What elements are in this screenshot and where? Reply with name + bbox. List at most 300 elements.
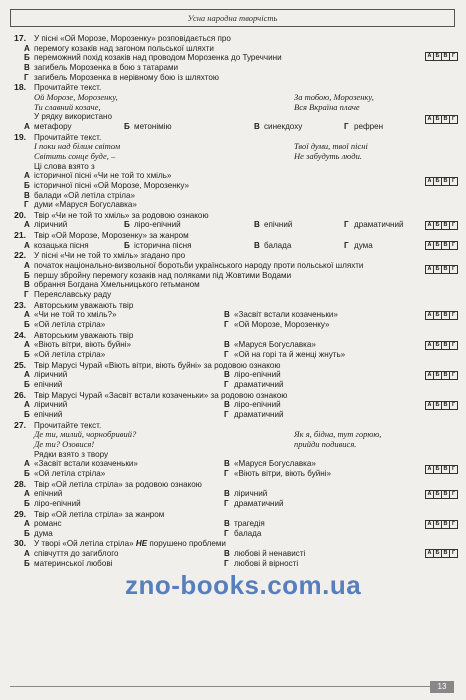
question-text: Твір «Ой летіла стріла» за родовою ознакою xyxy=(34,479,202,489)
question-26 xyxy=(14,391,454,420)
option-letter: В xyxy=(224,370,230,380)
option-text: любові й ненависті xyxy=(234,549,306,559)
option-letter: Б xyxy=(24,320,30,330)
answer-option[interactable] xyxy=(14,63,454,73)
page-header: Усна народна творчість xyxy=(10,9,455,27)
answer-option[interactable] xyxy=(214,559,414,569)
option-text: драматичний xyxy=(354,220,404,230)
option-letter: Г xyxy=(344,240,349,250)
answer-grid xyxy=(425,265,458,274)
option-letter: А xyxy=(24,459,30,469)
answer-cell-3[interactable]: В xyxy=(441,372,449,379)
answer-option[interactable] xyxy=(14,290,454,300)
footer-rule xyxy=(10,686,430,687)
answer-option[interactable] xyxy=(214,459,414,469)
answer-cell-2[interactable]: Б xyxy=(433,242,441,249)
answer-option[interactable] xyxy=(214,310,414,320)
answer-cell-4[interactable]: Г xyxy=(449,402,457,409)
answer-grid xyxy=(425,401,458,410)
option-letter: В xyxy=(224,340,230,350)
option-letter: В xyxy=(224,489,230,499)
question-number: 28. xyxy=(14,478,27,489)
answer-cell-1[interactable]: А xyxy=(427,53,432,59)
question-header xyxy=(14,361,454,371)
option-text: дума xyxy=(34,528,53,538)
answer-option[interactable] xyxy=(14,241,114,251)
answer-option[interactable] xyxy=(14,261,454,271)
answer-option[interactable] xyxy=(214,499,414,509)
answer-grid xyxy=(425,311,458,320)
option-text: «Засвіт встали козаченьки» xyxy=(34,459,138,469)
option-letter: В xyxy=(24,62,30,72)
answer-option[interactable] xyxy=(214,519,414,529)
answer-cell-2[interactable]: Б xyxy=(433,372,441,379)
question-29 xyxy=(14,510,454,539)
question-prompt: Ці слова взято з xyxy=(34,161,95,171)
option-text: співчуття до загиблого xyxy=(34,549,119,559)
question-number: 18. xyxy=(14,82,27,93)
question-prompt: Рядки взято з твору xyxy=(34,449,109,459)
question-number: 21. xyxy=(14,230,27,241)
option-letter: Г xyxy=(224,468,229,478)
option-text: загибель Морозенка в нерівному бою із шляхтою xyxy=(34,72,219,82)
answer-grid xyxy=(425,177,458,186)
option-text: історична пісня xyxy=(134,240,192,250)
questions-list xyxy=(14,34,454,569)
answer-option[interactable] xyxy=(214,340,414,350)
answer-option[interactable] xyxy=(14,489,214,499)
options-row xyxy=(14,489,454,499)
options-row xyxy=(14,529,454,539)
option-letter: Г xyxy=(224,320,229,330)
answer-option[interactable] xyxy=(214,489,414,499)
answer-option[interactable] xyxy=(214,410,414,420)
page-number: 13 xyxy=(430,681,454,693)
option-letter: В xyxy=(224,310,230,320)
answer-cell-3[interactable]: В xyxy=(441,342,449,349)
option-text: епічний xyxy=(264,220,293,230)
option-text: метонімію xyxy=(134,121,172,131)
answer-cell-4[interactable]: Г xyxy=(449,53,457,60)
options-row xyxy=(14,459,454,469)
option-text: ліро-епічний xyxy=(234,370,281,380)
answer-option[interactable] xyxy=(14,380,214,390)
poem-right-line: Не забудуть люди. xyxy=(294,150,362,161)
question-text-part: У творі «Ой летіла стріла» xyxy=(34,539,136,549)
question-19 xyxy=(14,133,454,210)
option-letter: Б xyxy=(124,240,130,250)
option-letter: Г xyxy=(224,379,229,389)
answer-cell-3[interactable]: В xyxy=(441,222,449,229)
option-letter: А xyxy=(24,340,30,350)
answer-cell-1[interactable]: А xyxy=(427,242,432,249)
answer-option[interactable] xyxy=(334,122,434,132)
answer-option[interactable] xyxy=(14,310,214,320)
answer-cell-1[interactable]: А xyxy=(427,520,432,527)
question-number: 23. xyxy=(14,299,27,310)
answer-cell-4[interactable]: Г xyxy=(449,242,457,249)
answer-cell-2[interactable]: Б xyxy=(433,550,441,557)
answer-cell-4[interactable]: Г xyxy=(449,550,457,557)
options-row xyxy=(14,380,454,390)
answer-cell-1[interactable]: А xyxy=(427,371,432,378)
question-text: Авторським уважають твір xyxy=(34,300,134,310)
option-letter: Б xyxy=(24,468,30,478)
answer-option[interactable] xyxy=(14,271,454,281)
answer-cell-2[interactable]: Б xyxy=(433,342,441,349)
question-27 xyxy=(14,421,454,479)
options-row xyxy=(14,410,454,420)
option-text: «Ой летіла стріла» xyxy=(34,350,106,359)
question-header xyxy=(14,231,454,241)
option-letter: Г xyxy=(224,558,229,568)
option-letter: В xyxy=(224,549,230,559)
option-letter: Г xyxy=(24,200,29,210)
answer-option[interactable] xyxy=(214,529,414,539)
option-text: синекдоху xyxy=(264,121,303,131)
option-letter: Г xyxy=(224,409,229,419)
option-text: «Віють вітри, віють буйні» xyxy=(234,468,332,478)
option-letter: В xyxy=(254,220,260,230)
option-letter: Б xyxy=(24,379,30,389)
options-row xyxy=(14,499,454,509)
option-letter: А xyxy=(24,489,30,499)
options-row xyxy=(14,400,454,410)
option-text: епічний xyxy=(34,409,63,419)
watermark: zno-books.com.ua xyxy=(125,570,362,600)
question-text-emphasis: НЕ xyxy=(135,539,148,549)
option-text: балада xyxy=(264,240,292,250)
question-20 xyxy=(14,211,454,230)
question-text: У пісні «Чи не той то хміль» згадано про xyxy=(34,251,186,261)
option-letter: Б xyxy=(24,409,30,419)
poem-left-line: Де ти, милий, чорнобривий? xyxy=(34,429,137,440)
answer-cell-4[interactable]: Г xyxy=(449,266,457,273)
answer-cell-3[interactable]: В xyxy=(441,178,449,185)
question-30 xyxy=(14,539,454,568)
option-letter: В xyxy=(254,240,260,250)
question-text: Твір «Ой Морозе, Морозенку» за жанром xyxy=(34,231,189,241)
option-letter: Г xyxy=(224,528,229,538)
options-row xyxy=(14,220,454,230)
answer-cell-3[interactable]: В xyxy=(441,116,449,123)
question-text: Твір «Чи не той то хміль» за родовою ознакою xyxy=(34,210,209,220)
option-letter: А xyxy=(24,121,30,131)
option-text: «Ой летіла стріла» xyxy=(34,320,106,330)
answer-cell-3[interactable]: В xyxy=(441,266,449,273)
answer-option[interactable] xyxy=(14,549,214,559)
answer-option[interactable] xyxy=(214,380,414,390)
answer-option[interactable] xyxy=(14,459,214,469)
answer-cell-1[interactable]: А xyxy=(427,490,432,497)
answer-grid xyxy=(425,465,458,474)
question-header xyxy=(14,251,454,261)
answer-cell-2[interactable]: Б xyxy=(433,178,441,185)
option-text: драматичний xyxy=(234,409,284,419)
answer-cell-2[interactable]: Б xyxy=(433,266,441,273)
answer-cell-3[interactable]: В xyxy=(441,312,449,319)
answer-option[interactable] xyxy=(14,400,214,410)
option-text: «Віють вітри, віють буйні» xyxy=(34,340,132,350)
option-letter: Б xyxy=(24,53,30,63)
answer-cell-3[interactable]: В xyxy=(441,53,449,60)
answer-cell-4[interactable]: Г xyxy=(449,521,457,528)
option-text: ліро-епічний xyxy=(234,400,281,410)
answer-cell-4[interactable]: Г xyxy=(449,372,457,379)
option-text: драматичний xyxy=(234,498,284,508)
option-text: думи «Маруся Богуславка» xyxy=(34,200,137,210)
option-text: дума xyxy=(354,240,373,250)
answer-option[interactable] xyxy=(214,549,414,559)
answer-option[interactable] xyxy=(14,559,214,569)
answer-option[interactable] xyxy=(14,320,214,330)
option-text: переможний похід козаків над проводом Морозенка до Туреччини xyxy=(34,53,282,63)
answer-cell-3[interactable]: В xyxy=(441,521,449,528)
poem-line xyxy=(14,103,454,113)
answer-option[interactable] xyxy=(114,241,244,251)
poem-right-line: Твої думи, твої пісні xyxy=(294,141,368,152)
question-header xyxy=(14,391,454,401)
question-header xyxy=(14,34,454,44)
answer-option[interactable] xyxy=(244,122,334,132)
answer-grid xyxy=(425,490,458,499)
question-header xyxy=(14,510,454,520)
answer-cell-3[interactable]: В xyxy=(441,402,449,409)
answer-cell-1[interactable]: А xyxy=(427,550,432,557)
answer-option[interactable] xyxy=(14,122,114,132)
option-text: перемогу козаків над загоном польської шляхти xyxy=(34,43,214,53)
option-text: «Ой Морозе, Морозенку» xyxy=(234,320,330,330)
question-text: Авторським уважають твір xyxy=(34,330,134,340)
answer-option[interactable] xyxy=(114,122,244,132)
answer-grid xyxy=(425,371,458,380)
question-text: Прочитайте текст. xyxy=(34,83,102,93)
question-23 xyxy=(14,301,454,330)
question-header xyxy=(14,539,454,549)
option-letter: Г xyxy=(224,498,229,508)
answer-option[interactable] xyxy=(334,241,434,251)
poem-left-line: Ой Морозе, Морозенку, xyxy=(34,91,118,102)
answer-grid xyxy=(425,520,458,529)
answer-option[interactable] xyxy=(14,370,214,380)
option-letter: А xyxy=(24,519,30,529)
answer-cell-3[interactable]: В xyxy=(441,550,449,557)
answer-cell-1[interactable]: А xyxy=(427,311,432,318)
option-letter: В xyxy=(224,459,230,469)
option-letter: Г xyxy=(24,290,29,300)
option-letter: Б xyxy=(24,180,30,190)
question-number: 19. xyxy=(14,131,27,142)
option-letter: Б xyxy=(24,528,30,538)
question-text: У пісні «Ой Морозе, Морозенку» розповідається про xyxy=(34,34,231,43)
poem-left-line: Де ти? Озовися! xyxy=(34,438,95,449)
poem-right-line: Як я, бідна, тут горюю, xyxy=(294,429,382,440)
answer-option[interactable] xyxy=(244,241,334,251)
options-row xyxy=(14,519,454,529)
poem-right-line: прийди подивися. xyxy=(294,438,357,449)
answer-cell-4[interactable]: Г xyxy=(449,116,457,123)
options-row xyxy=(14,370,454,380)
answer-cell-1[interactable]: А xyxy=(427,266,432,273)
question-text: Твір «Ой летіла стріла» за жанром xyxy=(34,509,165,519)
question-header xyxy=(14,301,454,311)
option-text: загибель Морозенка в бою з татарами xyxy=(34,62,179,72)
answer-option[interactable] xyxy=(14,410,214,420)
answer-option[interactable] xyxy=(214,370,414,380)
option-text: романс xyxy=(34,519,62,529)
poem-right-line: Вся Вкраїна плаче xyxy=(294,101,360,112)
answer-cell-2[interactable]: Б xyxy=(433,521,441,528)
option-letter: А xyxy=(24,43,30,53)
answer-cell-4[interactable]: Г xyxy=(449,222,457,229)
answer-option[interactable] xyxy=(14,200,454,210)
option-letter: В xyxy=(24,280,30,290)
question-prompt: У рядку використано xyxy=(34,112,112,122)
poem-right-line: За тобою, Морозенку, xyxy=(294,91,374,102)
option-letter: Г xyxy=(224,350,229,359)
question-number: 24. xyxy=(14,329,27,340)
question-22 xyxy=(14,251,454,299)
option-text: драматичний xyxy=(234,379,284,389)
question-header xyxy=(14,480,454,490)
option-letter: В xyxy=(24,190,30,200)
question-25 xyxy=(14,361,454,390)
question-number: 30. xyxy=(14,538,27,549)
option-text: балада xyxy=(234,528,262,538)
option-text: історичної пісні «Ой Морозе, Морозенку» xyxy=(34,180,189,190)
option-letter: А xyxy=(24,261,30,271)
answer-option[interactable] xyxy=(14,519,214,529)
option-letter: Г xyxy=(344,220,349,230)
answer-cell-4[interactable]: Г xyxy=(449,342,457,349)
option-text: епічний xyxy=(34,379,63,389)
answer-cell-2[interactable]: Б xyxy=(433,116,441,123)
answer-grid xyxy=(425,221,458,230)
option-letter: Б xyxy=(124,121,130,131)
question-text: Прочитайте текст. xyxy=(34,132,102,142)
option-text: ліро-епічний xyxy=(34,498,81,508)
option-text: першу збройну перемогу козаків над поляками під Жовтими Водами xyxy=(34,270,292,280)
answer-option[interactable] xyxy=(14,53,454,63)
poem-line xyxy=(14,152,454,162)
answer-cell-1[interactable]: А xyxy=(427,177,432,184)
option-letter: Б xyxy=(24,350,30,359)
answer-cell-1[interactable]: А xyxy=(427,401,432,408)
answer-option[interactable] xyxy=(214,469,414,479)
answer-option[interactable] xyxy=(14,181,454,191)
answer-option[interactable] xyxy=(214,320,414,330)
answer-option[interactable] xyxy=(14,340,214,350)
answer-cell-2[interactable]: Б xyxy=(433,466,441,473)
poem-line xyxy=(14,440,454,450)
question-text xyxy=(34,539,454,549)
option-letter: Г xyxy=(344,121,349,131)
option-text: ліричний xyxy=(34,220,68,230)
option-text: епічний xyxy=(34,489,63,499)
option-letter: А xyxy=(24,171,30,181)
answer-option[interactable] xyxy=(14,529,214,539)
answer-cell-4[interactable]: Г xyxy=(449,178,457,185)
answer-option[interactable] xyxy=(14,350,214,360)
option-text: історичної пісні «Чи не той то хміль» xyxy=(34,171,172,181)
question-number: 25. xyxy=(14,359,27,370)
poem-left-line: І поки над білим світом xyxy=(34,141,121,152)
answer-option[interactable] xyxy=(14,44,454,54)
answer-option[interactable] xyxy=(334,220,434,230)
question-text: Твір Марусі Чурай «Віють вітри, віють буйні» за родовою ознакою xyxy=(34,360,281,370)
option-letter: А xyxy=(24,549,30,559)
question-number: 20. xyxy=(14,209,27,220)
answer-option[interactable] xyxy=(214,350,414,360)
option-text: ліро-епічний xyxy=(134,220,181,230)
option-text: ліричний xyxy=(34,370,68,380)
answer-option[interactable] xyxy=(244,220,334,230)
answer-option[interactable] xyxy=(114,220,244,230)
option-letter: А xyxy=(24,220,30,230)
question-number: 29. xyxy=(14,508,27,519)
answer-cell-3[interactable]: В xyxy=(441,491,449,498)
answer-cell-4[interactable]: Г xyxy=(449,312,457,319)
answer-option[interactable] xyxy=(14,499,214,509)
options-row xyxy=(14,340,454,350)
answer-cell-1[interactable]: А xyxy=(427,465,432,472)
option-text: «Засвіт встали козаченьки» xyxy=(234,310,338,320)
option-text: материнської любові xyxy=(34,558,113,568)
answer-option[interactable] xyxy=(14,469,214,479)
answer-cell-2[interactable]: Б xyxy=(433,312,441,319)
option-text: метафору xyxy=(34,121,72,131)
options-row xyxy=(14,320,454,330)
answer-cell-3[interactable]: В xyxy=(441,242,449,249)
option-letter: Б xyxy=(124,220,130,230)
option-text: Переяславську раду xyxy=(34,290,112,300)
option-letter: Б xyxy=(24,498,30,508)
option-text: «Ой на горі та й женці жнуть» xyxy=(234,350,346,359)
answer-option[interactable] xyxy=(214,400,414,410)
answer-cell-1[interactable]: А xyxy=(427,116,432,123)
options-row xyxy=(14,559,454,569)
answer-grid xyxy=(425,549,458,558)
question-number: 27. xyxy=(14,419,27,430)
answer-cell-4[interactable]: Г xyxy=(449,466,457,473)
answer-cell-4[interactable]: Г xyxy=(449,491,457,498)
option-text: трагедія xyxy=(234,519,265,529)
answer-cell-2[interactable]: Б xyxy=(433,222,441,229)
answer-cell-1[interactable]: А xyxy=(427,221,432,228)
options-row xyxy=(14,310,454,320)
option-letter: Г xyxy=(24,72,29,82)
answer-option[interactable] xyxy=(14,73,454,83)
option-text: обрання Богдана Хмельницького гетьманом xyxy=(34,280,200,290)
option-text: «Ой летіла стріла» xyxy=(34,468,106,478)
answer-option[interactable] xyxy=(14,220,114,230)
option-text: ліричний xyxy=(234,489,268,499)
option-letter: В xyxy=(224,519,230,529)
question-number: 17. xyxy=(14,33,27,43)
question-header xyxy=(14,331,454,341)
option-letter: А xyxy=(24,240,30,250)
options-row xyxy=(14,469,454,479)
answer-option[interactable] xyxy=(14,171,454,181)
answer-cell-2[interactable]: Б xyxy=(433,491,441,498)
answer-option[interactable] xyxy=(14,191,454,201)
answer-option[interactable] xyxy=(14,280,454,290)
answer-cell-1[interactable]: А xyxy=(427,341,432,348)
options-row xyxy=(14,350,454,360)
answer-cell-2[interactable]: Б xyxy=(433,402,441,409)
answer-cell-2[interactable]: Б xyxy=(433,53,441,60)
answer-cell-3[interactable]: В xyxy=(441,466,449,473)
